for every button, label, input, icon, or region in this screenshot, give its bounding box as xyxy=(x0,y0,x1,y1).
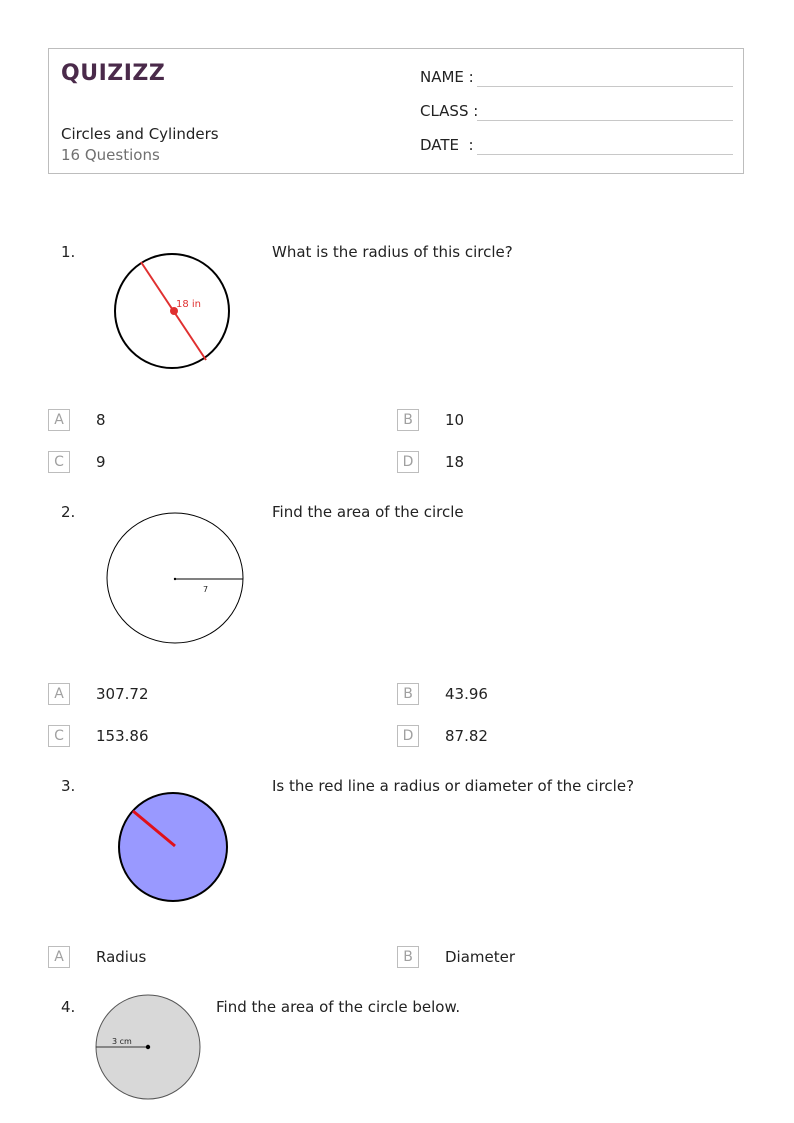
option-letter-box: B xyxy=(397,946,419,968)
radius-label: 3 cm xyxy=(112,1037,132,1046)
option-value: Diameter xyxy=(445,948,516,966)
gray-circle-figure xyxy=(94,993,202,1101)
quizizz-logo: QUIZIZZ xyxy=(61,61,166,86)
option-value: 153.86 xyxy=(96,727,149,745)
option-letter-box: D xyxy=(397,451,419,473)
option-letter-box: A xyxy=(48,409,70,431)
option-value: 87.82 xyxy=(445,727,488,745)
center-point xyxy=(146,1045,150,1049)
option-value: 18 xyxy=(445,453,465,471)
option-letter-box: A xyxy=(48,946,70,968)
name-field[interactable] xyxy=(420,65,733,89)
question-text: Find the area of the circle xyxy=(272,503,464,521)
option-letter-box: D xyxy=(397,725,419,747)
worksheet-header xyxy=(48,48,744,174)
diameter-label: 18 in xyxy=(176,299,202,310)
option-value: 10 xyxy=(445,411,465,429)
option-letter-box: B xyxy=(397,409,419,431)
option-value: 307.72 xyxy=(96,685,149,703)
date-field[interactable] xyxy=(420,133,733,157)
class-field[interactable] xyxy=(420,99,733,123)
question-text: Is the red line a radius or diameter of the circle? xyxy=(272,777,635,795)
date-line xyxy=(477,154,733,155)
filled-circle-figure xyxy=(115,789,231,905)
option-value: Radius xyxy=(96,948,147,966)
option-letter-box: C xyxy=(48,451,70,473)
option-value: 43.96 xyxy=(445,685,488,703)
center-point xyxy=(174,578,176,580)
question-number: 2. xyxy=(61,503,76,521)
question-number: 3. xyxy=(61,777,76,795)
class-label: CLASS : xyxy=(420,102,479,120)
question-number: 4. xyxy=(61,998,76,1016)
option-value: 9 xyxy=(96,453,106,471)
option-letter-box: B xyxy=(397,683,419,705)
question-text: Find the area of the circle below. xyxy=(216,998,461,1016)
radius-label: 7 xyxy=(203,585,209,594)
option-letter-box: C xyxy=(48,725,70,747)
option-letter-box: A xyxy=(48,683,70,705)
circle-body xyxy=(119,793,227,901)
question-text: What is the radius of this circle? xyxy=(272,243,513,261)
class-line xyxy=(477,120,733,121)
name-line xyxy=(477,86,733,87)
circle-radius-figure xyxy=(104,510,249,647)
option-value: 8 xyxy=(96,411,106,429)
worksheet-title: Circles and Cylinders xyxy=(61,125,219,143)
name-label: NAME : xyxy=(420,68,474,86)
question-count: 16 Questions xyxy=(61,146,160,164)
date-label: DATE : xyxy=(420,136,474,154)
question-number: 1. xyxy=(61,243,76,261)
circle-diameter-figure xyxy=(110,246,235,376)
